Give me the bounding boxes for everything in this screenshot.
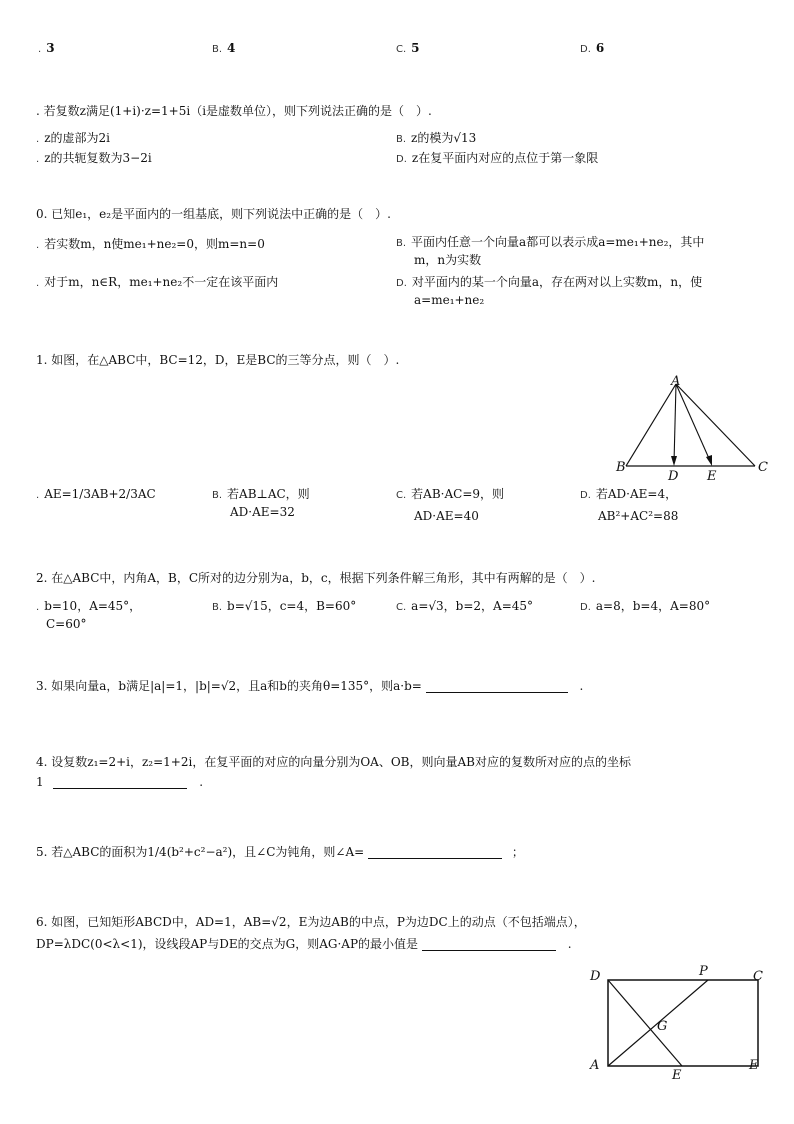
q11-option-a: . AE=1/3AB+2/3AC	[36, 487, 156, 501]
q7-option-c: C. 5	[396, 41, 420, 55]
q11-label-a: A	[671, 374, 681, 389]
q12-option-a-cont: C=60°	[46, 617, 87, 631]
q9-option-b-cont: m，n为实数	[414, 253, 482, 267]
q11-option-c: C. 若AB·AC=9，则	[396, 487, 505, 501]
q11-triangle-figure	[612, 372, 772, 484]
q11-option-b-cont: AD·AE=32	[230, 505, 295, 519]
q16-end: .	[567, 937, 572, 951]
q11-side-ac	[676, 384, 755, 466]
q13-answer-blank[interactable]	[426, 692, 568, 693]
q16-line2-text: DP=λDC(0<λ<1)，设线段AP与DE的交点为G，则AG·AP的最小值是	[36, 937, 419, 951]
q11-arrowhead-e	[706, 455, 712, 466]
q8-option-b: B. z的模为√13	[396, 131, 477, 145]
q16-segment-de	[608, 980, 682, 1066]
q9-stem: 0. 已知e₁，e₂是平面内的一组基底，则下列说法中正确的是（ ）.	[36, 207, 391, 221]
q8-option-d: D. z在复平面内对应的点位于第一象限	[396, 151, 599, 165]
q8-stem: . 若复数z满足(1+i)·z=1+5i（i是虚数单位），则下列说法正确的是（ ）.	[36, 104, 432, 118]
q12-option-d: D. a=8，b=4，A=80°	[580, 599, 711, 613]
q9-option-c: . 对于m，n∈R，me₁+ne₂不一定在该平面内	[36, 275, 279, 289]
q11-option-b: B. 若AB⊥AC，则	[212, 487, 310, 501]
q15-answer-blank[interactable]	[368, 858, 502, 859]
q14-answer-blank[interactable]	[53, 788, 187, 789]
q16-label-p: P	[699, 964, 708, 979]
q16-label-g: G	[657, 1019, 668, 1034]
q11-label-e: E	[707, 469, 717, 484]
q14-cont: 1	[36, 775, 44, 789]
q11-option-c-cont: AD·AE=40	[414, 509, 479, 523]
q11-option-d: D. 若AD·AE=4，	[580, 487, 678, 501]
q11-label-d: D	[668, 469, 679, 484]
q15-end: ；	[511, 845, 524, 859]
q11-vector-ae	[676, 384, 711, 463]
q16-label-c: C	[753, 969, 763, 984]
q16-line2	[36, 936, 572, 952]
q9-option-d: D. 对平面内的某一个向量a，存在两对以上实数m，n，使	[396, 275, 703, 289]
q11-side-ab	[626, 384, 676, 466]
q7-option-b: B. 4	[212, 41, 236, 55]
q16-label-d: D	[590, 969, 601, 984]
q12-option-b: B. b=√15，c=4，B=60°	[212, 599, 357, 613]
q16-rect-abcd	[608, 980, 758, 1066]
q16-label-b: E	[749, 1058, 759, 1073]
q11-vector-ad	[674, 384, 676, 463]
q9-option-b: B. 平面内任意一个向量a都可以表示成a=me₁+ne₂，其中	[396, 235, 705, 249]
q13-line	[36, 678, 583, 694]
q16-stem: 6. 如图，已知矩形ABCD中，AD=1，AB=√2，E为边AB的中点，P为边DC上的动点（不包括端点），	[36, 915, 586, 929]
q11-label-b: B	[616, 460, 626, 475]
q11-stem: 1. 如图，在△ABC中，BC=12，D，E是BC的三等分点，则（ ）.	[36, 353, 400, 367]
q8-option-c: . z的共轭复数为3−2i	[36, 151, 152, 165]
q16-label-a: A	[590, 1058, 600, 1073]
q13-stem: 3. 如果向量a，b满足|a|=1，|b|=√2，且a和b的夹角θ=135°，则a·b=	[36, 679, 422, 693]
q14-stem: 4. 设复数z₁=2+i，z₂=1+2i，在复平面的对应的向量分别为OA、OB，则向量AB对应的复数所对应的点的坐标	[36, 755, 631, 769]
q16-label-e: E	[672, 1068, 682, 1082]
q7-option-a: . 3	[38, 41, 55, 55]
q8-option-a: . z的虚部为2i	[36, 131, 110, 145]
q11-arrowhead-d	[671, 456, 677, 466]
q15-stem: 5. 若△ABC的面积为1/4(b²+c²−a²)，且∠C为钝角，则∠A=	[36, 845, 365, 859]
q11-option-d-cont: AB²+AC²=88	[598, 509, 679, 523]
q9-option-d-cont: a=me₁+ne₂	[414, 293, 485, 307]
q12-option-c: C. a=√3，b=2，A=45°	[396, 599, 534, 613]
q14-line2	[36, 774, 203, 790]
q13-end: .	[579, 679, 584, 693]
q11-label-c: C	[758, 460, 768, 475]
q14-end: .	[199, 775, 204, 789]
q16-answer-blank[interactable]	[422, 950, 556, 951]
q16-rectangle-figure	[586, 960, 766, 1082]
q7-option-d: D. 6	[580, 41, 605, 55]
q9-option-a: . 若实数m，n使me₁+ne₂=0，则m=n=0	[36, 237, 265, 251]
q15-line	[36, 844, 524, 860]
q12-stem: 2. 在△ABC中，内角A，B，C所对的边分别为a，b，c，根据下列条件解三角形，其中有两解的是（ ）.	[36, 571, 596, 585]
q12-option-a: . b=10，A=45°，	[36, 599, 142, 613]
